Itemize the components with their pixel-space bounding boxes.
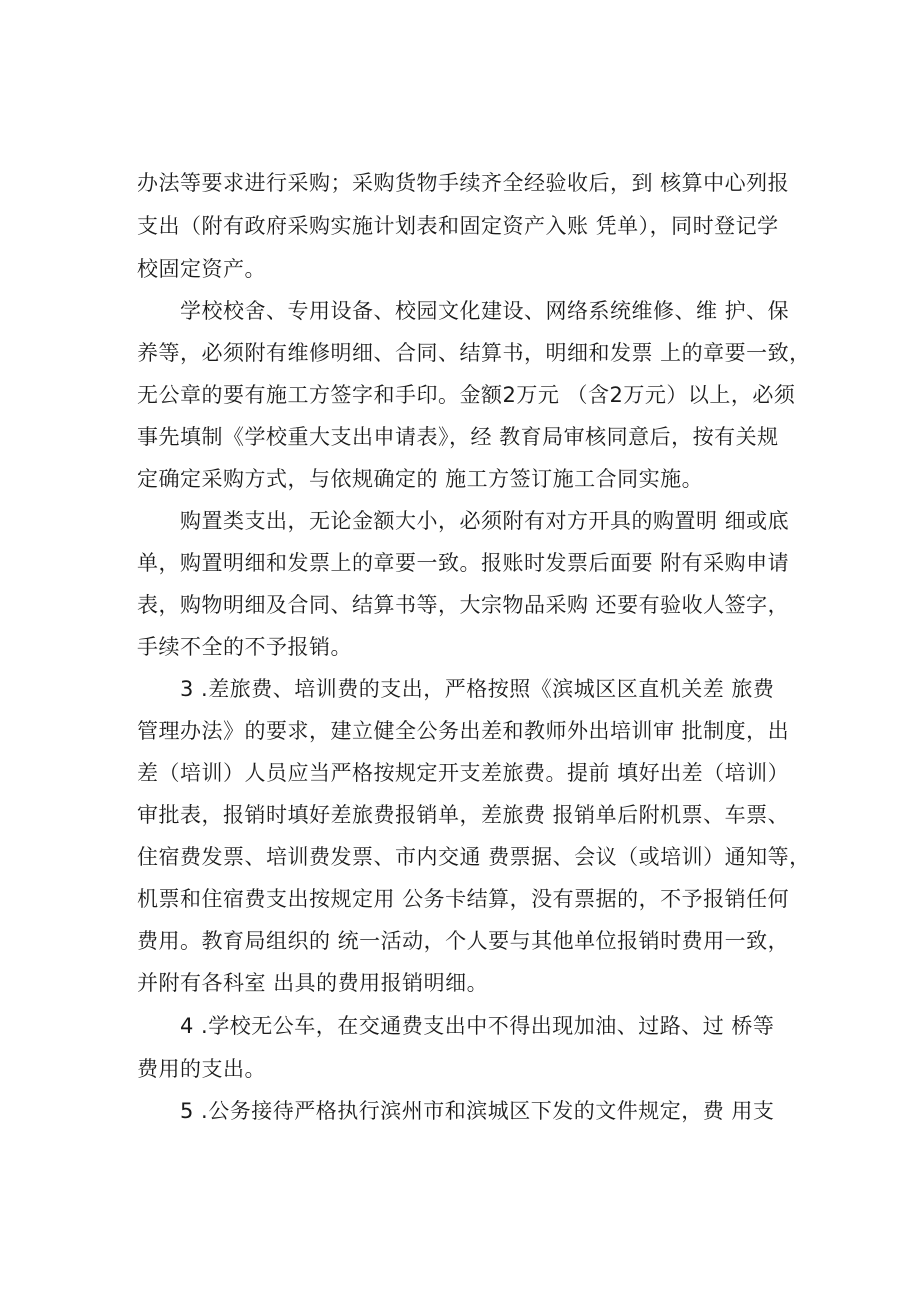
p2-line-4: 事先填制《学校重大支出申请表》，经 教育局审核同意后，按有关规 (137, 425, 779, 449)
p4-line-2: 管理办法》的要求，建立健全公务出差和教师外出培训审 批制度，出 (137, 719, 790, 743)
p1-line-3: 校固定资产。 (137, 257, 266, 281)
p3-line-3: 表，购物明细及合同、结算书等，大宗物品采购 还要有验收人签字， (137, 593, 790, 617)
p4-line-4: 审批表，报销时填好差旅费报销单，差旅费 报销单后附机票、车票、 (137, 803, 790, 827)
p2-line-2: 养等，必须附有维修明细、合同、结算书，明细和发票 上的章要一致， (137, 341, 811, 365)
p2-line-5: 定确定采购方式，与依规确定的 施工方签订施工合同实施。 (137, 467, 704, 491)
p5-line-1: 4 .学校无公车，在交通费支出中不得出现加油、过路、过 桥等 (180, 1014, 775, 1038)
p1-line-1: 办法等要求进行采购；采购货物手续齐全经验收后，到 核算中心列报 (137, 171, 790, 195)
p4-line-8: 并附有各科室 出具的费用报销明细。 (137, 971, 489, 995)
p3-line-4: 手续不全的不予报销。 (137, 635, 352, 659)
p2-line-1: 学校校舍、专用设备、校园文化建设、网络系统维修、维 护、保 (180, 299, 790, 323)
p4-line-7: 费用。教育局组织的 统一活动，个人要与其他单位报销时费用一致， (137, 929, 790, 953)
p1-line-2: 支出（附有政府采购实施计划表和固定资产入账 凭单），同时登记学 (137, 214, 779, 238)
p4-line-6: 机票和住宿费支出按规定用 公务卡结算，没有票据的，不予报销任何 (137, 887, 790, 911)
p4-line-1: 3 .差旅费、培训费的支出，严格按照《滨城区区直机关差 旅费 (180, 677, 775, 701)
p2-line-3: 无公章的要有施工方签字和手印。金额2万元 （含2万元）以上，必须 (137, 383, 796, 407)
p5-line-2: 费用的支出。 (137, 1057, 266, 1081)
p3-line-2: 单，购置明细和发票上的章要一致。报账时发票后面要 附有采购申请 (137, 551, 790, 575)
p6-line-1: 5 .公务接待严格执行滨州市和滨城区下发的文件规定，费 用支 (180, 1099, 775, 1123)
p4-line-5: 住宿费发票、培训费发票、市内交通 费票据、会议（或培训）通知等， (137, 845, 811, 869)
p3-line-1: 购置类支出，无论金额大小，必须附有对方开具的购置明 细或底 (180, 509, 790, 533)
p4-line-3: 差（培训）人员应当严格按规定开支差旅费。提前 填好出差（培训） (137, 761, 790, 785)
